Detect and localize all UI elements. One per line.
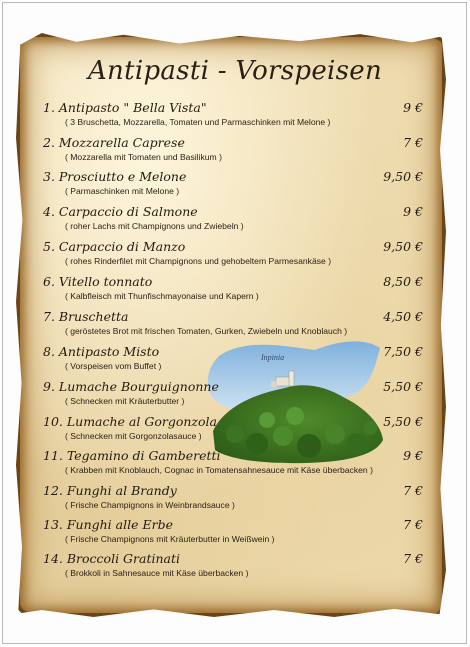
item-price: 7,50 €: [383, 344, 423, 359]
item-price: 4,50 €: [383, 309, 423, 324]
item-name: 10. Lumache al Gorgonzola: [43, 414, 217, 429]
item-price: 9,50 €: [383, 239, 423, 254]
photo-caption: Inpinia: [261, 353, 285, 362]
item-price: 5,50 €: [383, 414, 423, 429]
item-description: ( 3 Bruschetta, Mozzarella, Tomaten und Parmaschinken mit Melone ): [65, 117, 331, 127]
item-description: ( Krabben mit Knoblauch, Cognac in Tomatensahnesauce mit Käse überbacken ): [65, 465, 373, 475]
item-price: 9 €: [403, 204, 423, 219]
item-description: ( Frische Champignons in Weinbrandsauce ): [65, 500, 235, 510]
item-price: 9 €: [403, 448, 423, 463]
menu-title: Antipasti - Vorspeisen: [87, 56, 383, 86]
item-description: ( geröstetes Brot mit frischen Tomaten, Gurken, Zwiebeln und Knoblauch ): [65, 326, 348, 336]
item-name: 6. Vitello tonnato: [43, 274, 153, 289]
item-description: ( rohes Rinderfilet mit Champignons und gehobeltem Parmesankäse ): [65, 256, 332, 266]
item-price: 7 €: [403, 517, 423, 532]
item-price: 7 €: [403, 551, 423, 566]
item-name: 3. Prosciutto e Melone: [43, 169, 187, 184]
item-price: 5,50 €: [383, 379, 423, 394]
item-description: ( Mozzarella mit Tomaten und Basilikum ): [65, 152, 222, 162]
item-name: 9. Lumache Bourguignonne: [43, 379, 219, 394]
item-price: 7 €: [403, 135, 423, 150]
item-price: 9 €: [403, 100, 423, 115]
item-name: 7. Bruschetta: [43, 309, 129, 324]
item-name: 14. Broccoli Gratinati: [43, 551, 180, 566]
item-price: 8,50 €: [383, 274, 423, 289]
castle-landscape-image: [205, 336, 385, 464]
item-name: 5. Carpaccio di Manzo: [43, 239, 186, 254]
item-name: 12. Funghi al Brandy: [43, 483, 177, 498]
item-name: 1. Antipasto " Bella Vista": [43, 100, 207, 115]
item-description: ( Parmaschinken mit Melone ): [65, 186, 180, 196]
item-price: 9,50 €: [383, 169, 423, 184]
item-price: 7 €: [403, 483, 423, 498]
item-name: 2. Mozzarella Caprese: [43, 135, 185, 150]
item-name: 4. Carpaccio di Salmone: [43, 204, 198, 219]
item-description: ( Frische Champignons mit Kräuterbutter in Weißwein ): [65, 534, 275, 544]
castle-landscape-drawing: [205, 336, 385, 464]
item-description: ( roher Lachs mit Champignons und Zwiebeln ): [65, 221, 244, 231]
item-description: ( Vorspeisen vom Buffet ): [65, 361, 162, 371]
item-name: 11. Tegamino di Gamberetti: [43, 448, 221, 463]
item-description: ( Schnecken mit Gorgonzolasauce ): [65, 431, 202, 441]
item-name: 8. Antipasto Misto: [43, 344, 160, 359]
item-name: 13. Funghi alle Erbe: [43, 517, 173, 532]
item-description: ( Schnecken mit Kräuterbutter ): [65, 396, 185, 406]
item-description: ( Kalbfleisch mit Thunfischmayonaise und Kapern ): [65, 291, 259, 301]
item-description: ( Brokkoli in Sahnesauce mit Käse überbacken ): [65, 568, 249, 578]
